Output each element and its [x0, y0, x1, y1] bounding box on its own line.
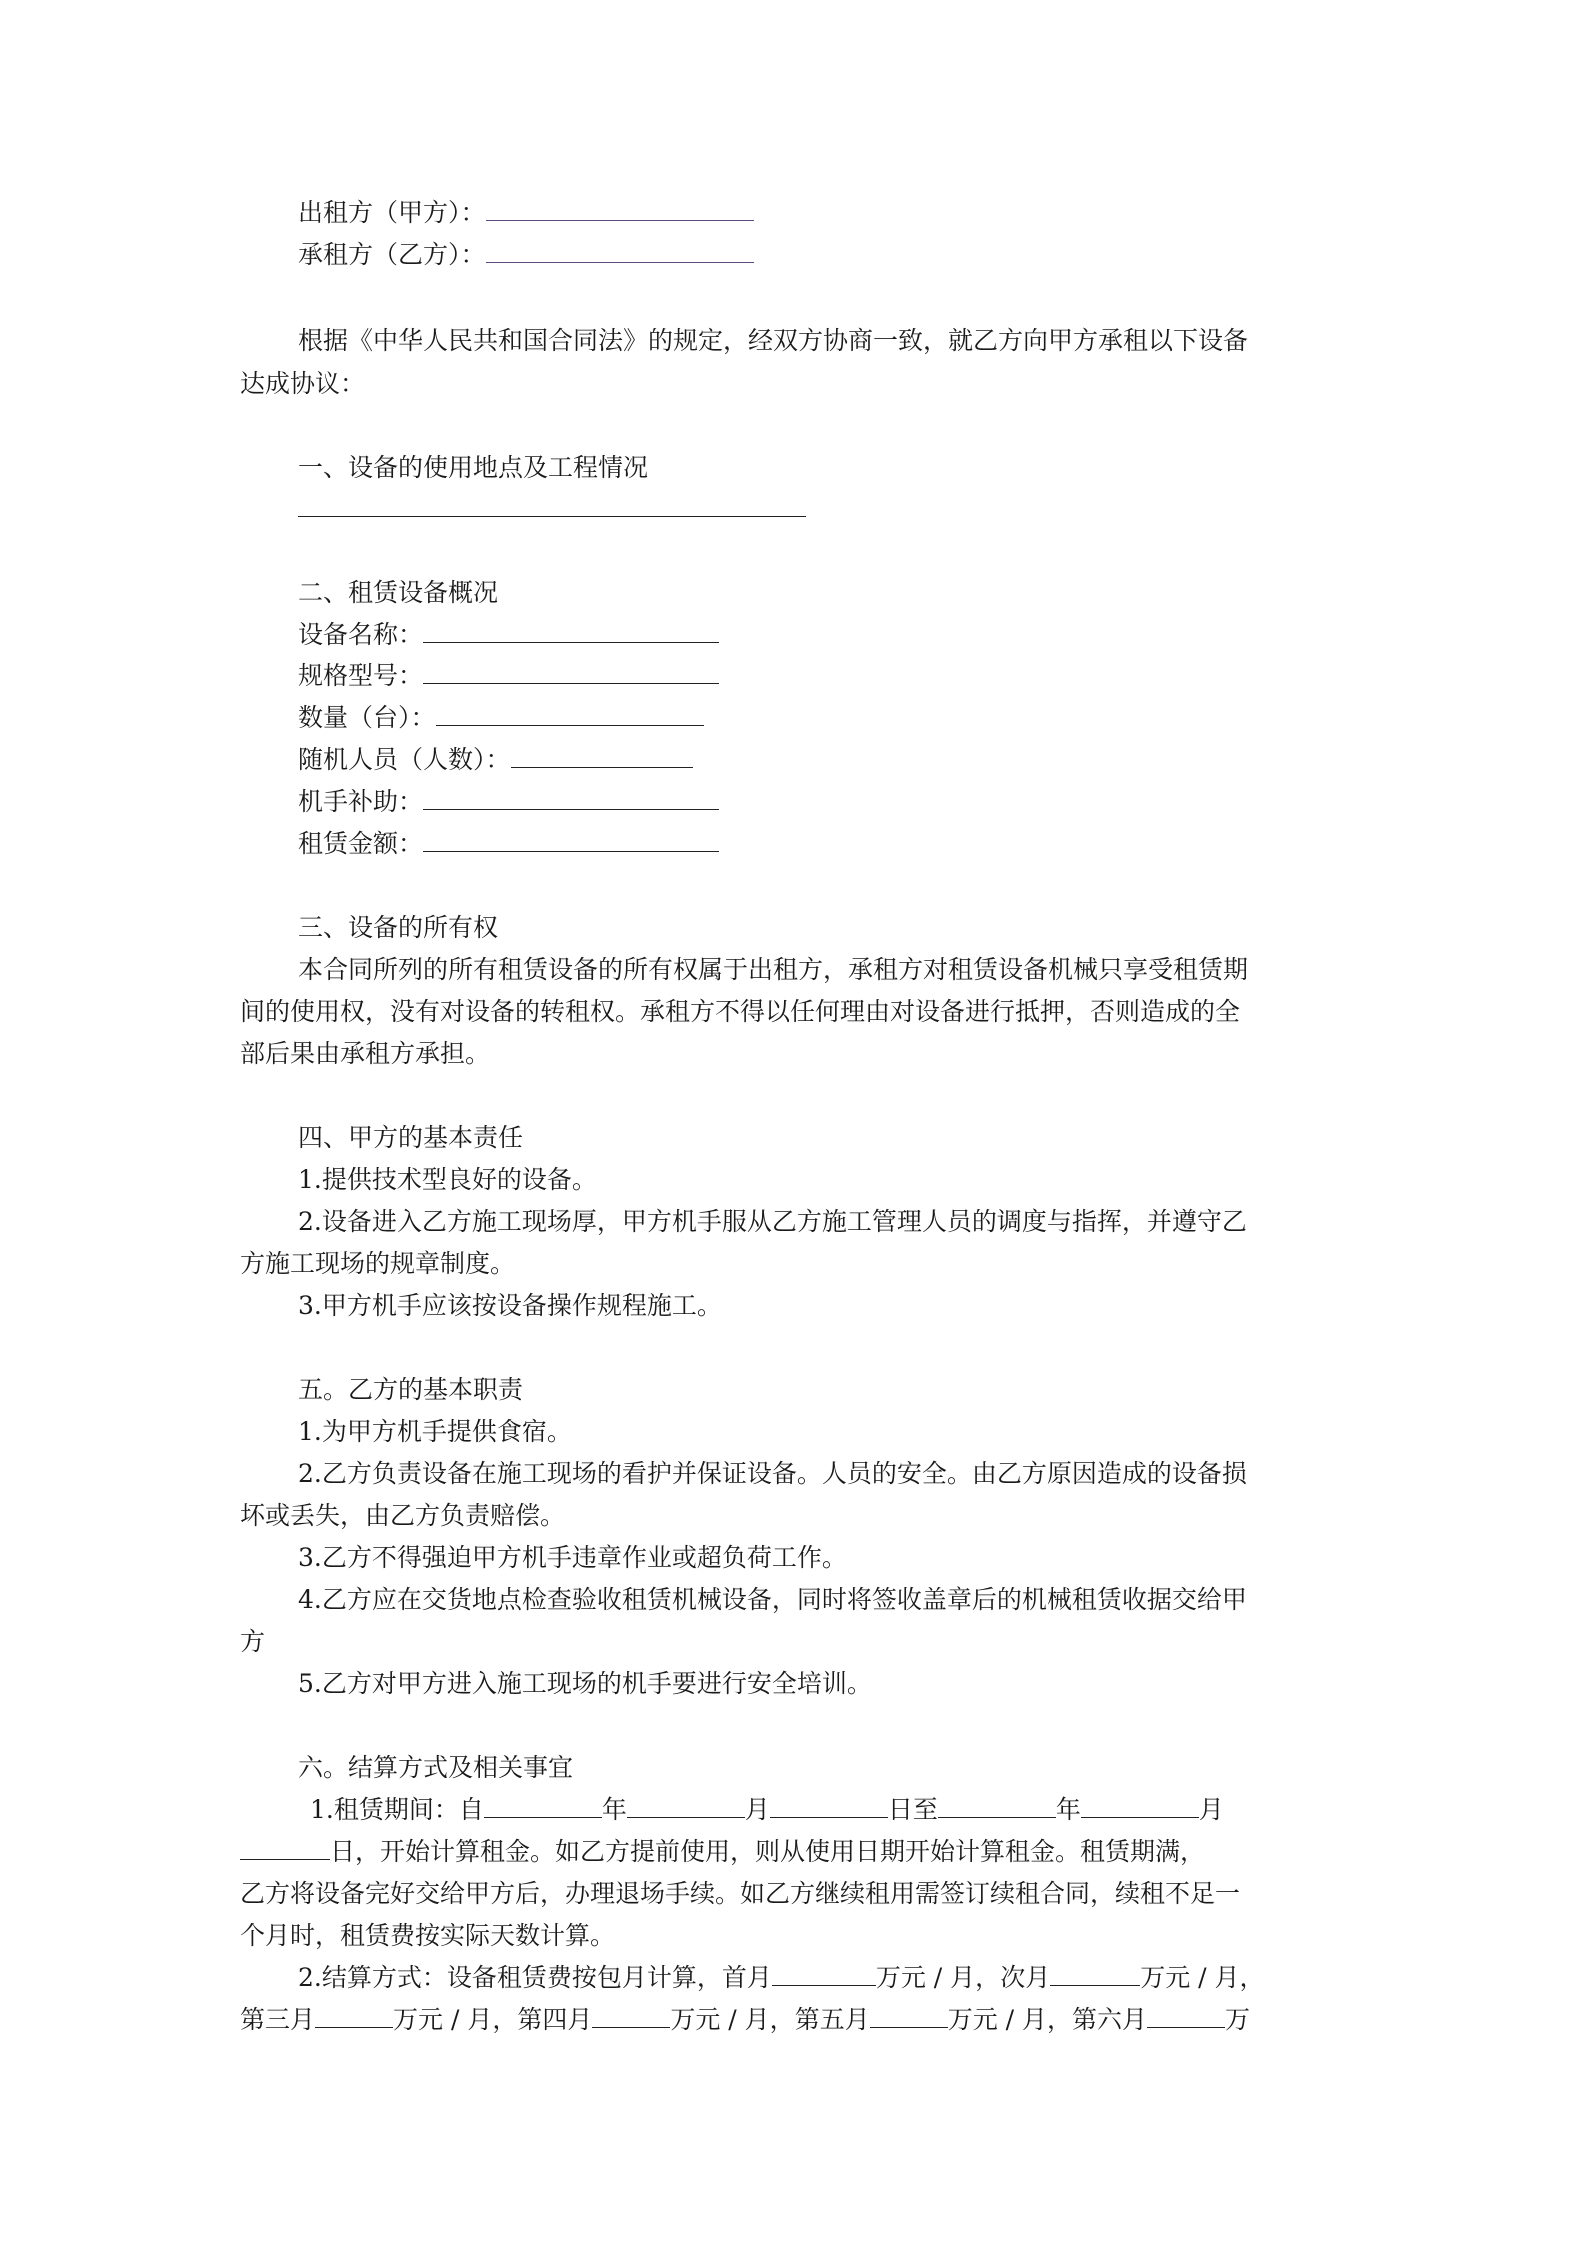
year-label: 年 — [601, 1795, 627, 1824]
section-5-item-2b: 坏或丢失，由乙方负责赔偿。 — [240, 1501, 566, 1530]
field-model — [298, 661, 719, 691]
end-year-blank[interactable] — [938, 1795, 1056, 1818]
section-4-title: 四、甲方的基本责任 — [298, 1123, 524, 1152]
section-5-title: 五。乙方的基本职责 — [298, 1375, 524, 1404]
field-subsidy — [298, 787, 719, 817]
lessor-blank[interactable] — [486, 198, 754, 221]
start-day-blank[interactable] — [770, 1795, 888, 1818]
field-equipment-name — [298, 620, 719, 650]
unit-label: 万元 / 月， — [1140, 1963, 1265, 1992]
month-1-fee-blank[interactable] — [772, 1963, 876, 1986]
day-to-label: 日至 — [887, 1795, 938, 1824]
section-3-title: 三、设备的所有权 — [298, 913, 499, 942]
amount-blank[interactable] — [423, 829, 719, 852]
rental-period-line — [310, 1795, 1224, 1825]
month-6-fee-blank[interactable] — [1147, 2005, 1225, 2028]
month-4-label: 第四月 — [517, 2005, 593, 2034]
settlement-label: 2.结算方式：设备租赁费按包月计算，首月 — [298, 1963, 772, 1992]
section-6-title: 六。结算方式及相关事宜 — [298, 1753, 574, 1782]
subsidy-blank[interactable] — [423, 787, 719, 810]
unit-label: 万元 / 月， — [393, 2005, 518, 2034]
rental-period-label: 1.租赁期间：自 — [310, 1795, 484, 1824]
section-6-line-3: 乙方将设备完好交给甲方后，办理退场手续。如乙方继续租用需签订续租合同，续租不足一 — [240, 1879, 1241, 1908]
unit-label: 万元 / 月， — [947, 2005, 1073, 2034]
end-day-blank[interactable] — [240, 1837, 330, 1860]
location-blank[interactable] — [298, 494, 806, 517]
month-3-label: 第三月 — [240, 2005, 316, 2034]
section-5-item-5: 5.乙方对甲方进入施工现场的机手要进行安全培训。 — [298, 1669, 872, 1698]
end-month-blank[interactable] — [1081, 1795, 1199, 1818]
lessee-line — [298, 240, 754, 270]
field-label: 租赁金额： — [298, 829, 424, 858]
model-blank[interactable] — [423, 661, 719, 684]
field-quantity — [298, 703, 704, 733]
field-label: 数量（台）： — [298, 703, 436, 732]
lessee-blank[interactable] — [486, 240, 754, 263]
section-1-title: 一、设备的使用地点及工程情况 — [298, 453, 649, 482]
section-5-item-3: 3.乙方不得强迫甲方机手违章作业或超负荷工作。 — [298, 1543, 847, 1572]
equipment-name-blank[interactable] — [423, 620, 719, 643]
section-6-line-2-text: 日，开始计算租金。如乙方提前使用，则从使用日期开始计算租金。租赁期满， — [330, 1837, 1206, 1866]
field-label: 机手补助： — [298, 787, 424, 816]
month-5-fee-blank[interactable] — [870, 2005, 948, 2028]
location-line — [298, 494, 806, 524]
settlement-line-2 — [240, 2005, 1250, 2035]
month-label: 月 — [744, 1795, 770, 1824]
lessor-label: 出租方（甲方）： — [298, 198, 486, 227]
unit-label: 万元 / 月， — [670, 2005, 795, 2034]
section-5-item-1: 1.为甲方机手提供食宿。 — [298, 1417, 572, 1446]
section-4-item-3: 3.甲方机手应该按设备操作规程施工。 — [298, 1291, 722, 1320]
month-4-fee-blank[interactable] — [592, 2005, 670, 2028]
lessor-line — [298, 198, 754, 228]
month-label: 月 — [1198, 1795, 1224, 1824]
section-5-item-2a: 2.乙方负责设备在施工现场的看护并保证设备。人员的安全。由乙方原因造成的设备损 — [298, 1459, 1247, 1488]
wan-label: 万 — [1225, 2005, 1251, 2034]
settlement-line — [298, 1963, 1265, 1993]
year-label: 年 — [1055, 1795, 1081, 1824]
month-6-label: 第六月 — [1072, 2005, 1148, 2034]
section-2-title: 二、租赁设备概况 — [298, 578, 499, 607]
section-4-item-1: 1.提供技术型良好的设备。 — [298, 1165, 597, 1194]
field-staff — [298, 745, 693, 775]
section-3-line-3: 部后果由承租方承担。 — [240, 1039, 491, 1068]
field-label: 设备名称： — [298, 620, 424, 649]
field-amount — [298, 829, 719, 859]
section-5-item-4a: 4.乙方应在交货地点检查验收租赁机械设备，同时将签收盖章后的机械租赁收据交给甲 — [298, 1585, 1247, 1614]
month-3-fee-blank[interactable] — [315, 2005, 393, 2028]
start-month-blank[interactable] — [627, 1795, 745, 1818]
preamble-line-1: 根据《中华人民共和国合同法》的规定，经双方协商一致，就乙方向甲方承租以下设备 — [298, 326, 1249, 355]
month-2-label: 次月 — [1000, 1963, 1051, 1992]
lessee-label: 承租方（乙方）： — [298, 240, 486, 269]
section-3-line-2: 间的使用权，没有对设备的转租权。承租方不得以任何理由对设备进行抵押，否则造成的全 — [240, 997, 1241, 1026]
section-3-line-1: 本合同所列的所有租赁设备的所有权属于出租方，承租方对租赁设备机械只享受租赁期 — [298, 955, 1249, 984]
section-5-item-4b: 方 — [240, 1627, 266, 1656]
field-label: 随机人员（人数）： — [298, 745, 511, 774]
section-6-line-2 — [240, 1837, 1205, 1867]
start-year-blank[interactable] — [484, 1795, 602, 1818]
month-2-fee-blank[interactable] — [1050, 1963, 1140, 1986]
section-6-line-4: 个月时，租赁费按实际天数计算。 — [240, 1921, 616, 1950]
quantity-blank[interactable] — [436, 703, 704, 726]
unit-label: 万元 / 月， — [875, 1963, 1001, 1992]
staff-blank[interactable] — [511, 745, 693, 768]
section-4-item-2b: 方施工现场的规章制度。 — [240, 1249, 516, 1278]
section-4-item-2a: 2.设备进入乙方施工现场厚，甲方机手服从乙方施工管理人员的调度与指挥，并遵守乙 — [298, 1207, 1247, 1236]
month-5-label: 第五月 — [794, 2005, 870, 2034]
field-label: 规格型号： — [298, 661, 424, 690]
preamble-line-2: 达成协议： — [240, 369, 366, 398]
